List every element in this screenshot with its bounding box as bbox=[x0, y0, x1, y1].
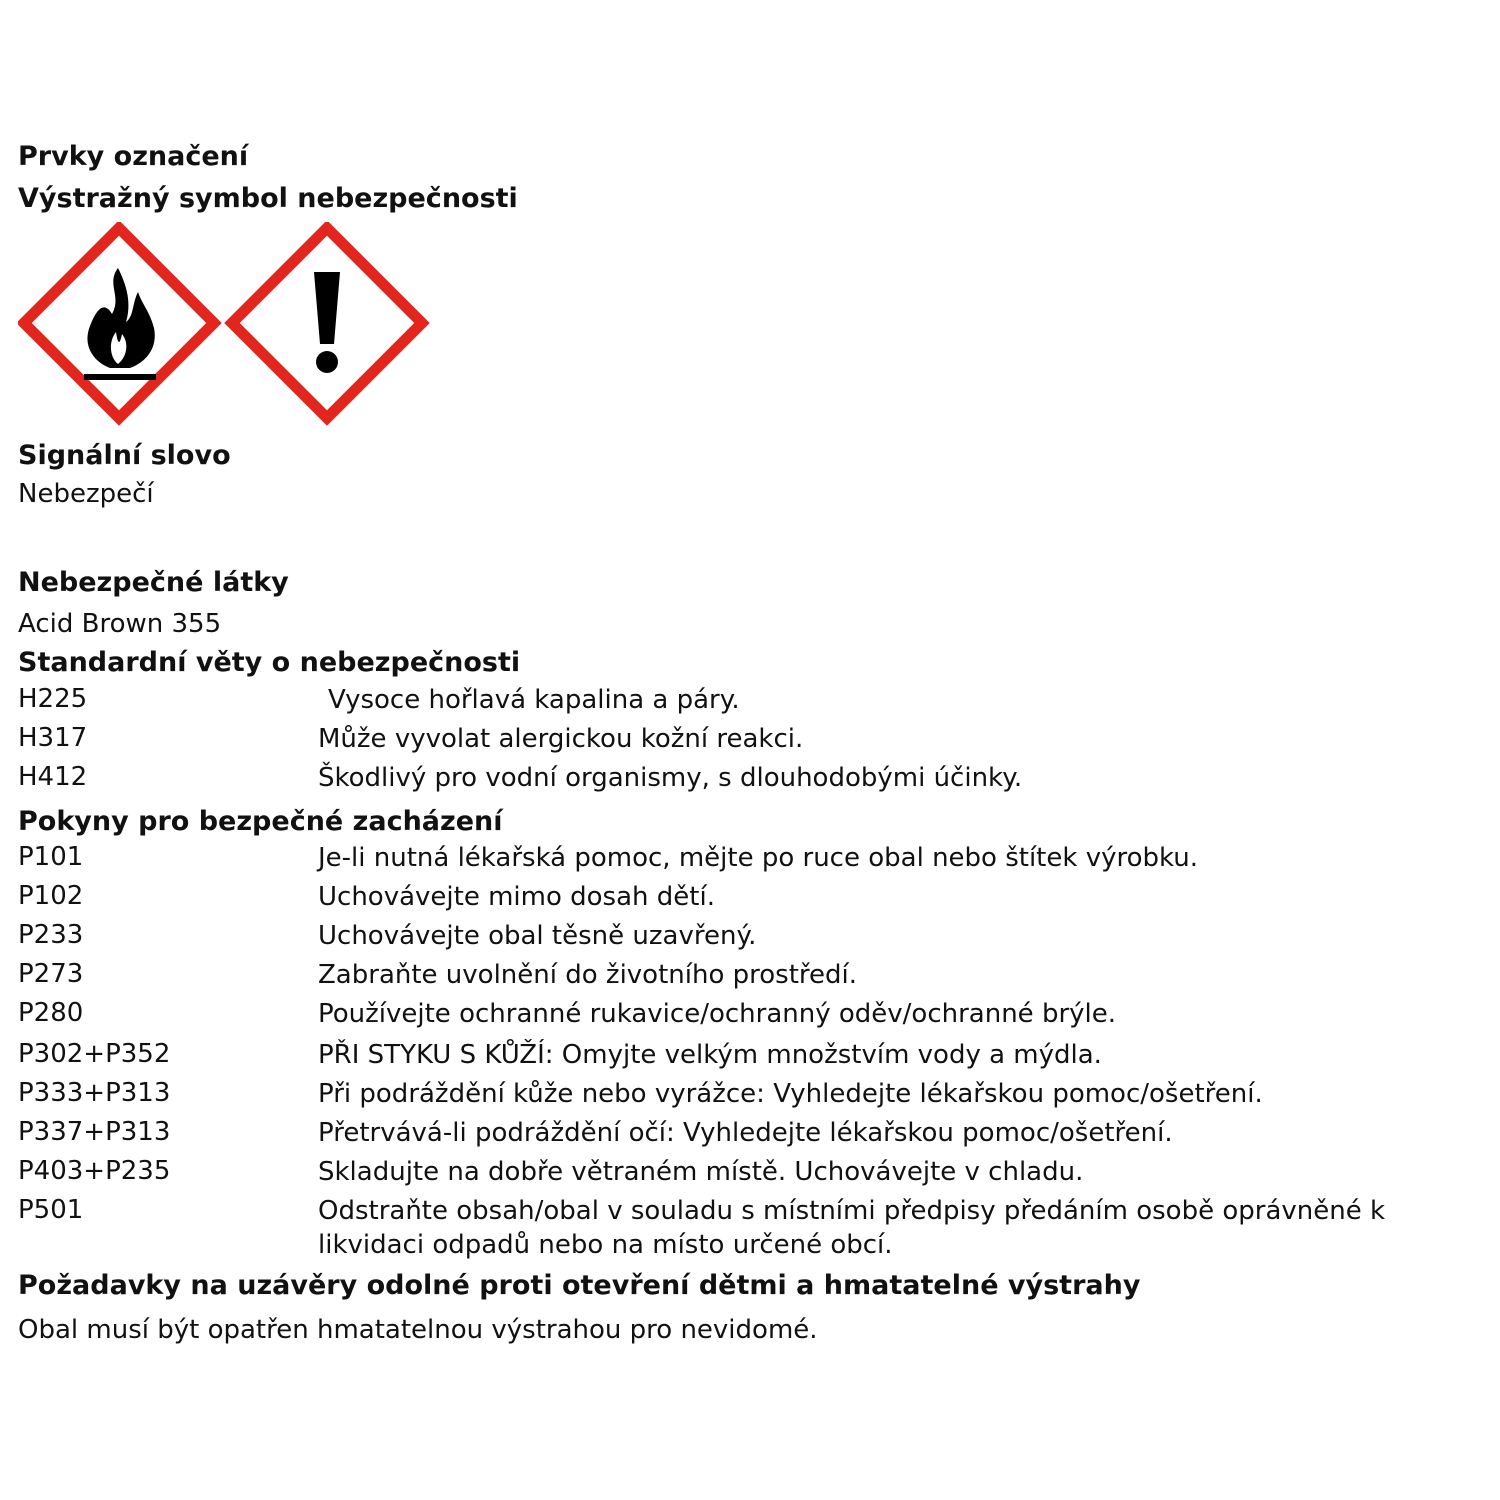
statement-code: H225 bbox=[18, 684, 88, 714]
hazardous-substances-value: Acid Brown 355 bbox=[18, 609, 222, 639]
statement-text: Uchovávejte mimo dosah dětí. bbox=[318, 882, 715, 912]
signal-word-value: Nebezpečí bbox=[18, 479, 154, 509]
statement-code: P403+P235 bbox=[18, 1156, 171, 1186]
statement-text: Odstraňte obsah/obal v souladu s místními předpisy předáním osobě oprávněné k likvidaci odpadů nebo na místo určené obcí. bbox=[318, 1196, 1386, 1260]
statement-text: Je-li nutná lékařská pomoc, mějte po ruce obal nebo štítek výrobku. bbox=[318, 843, 1199, 873]
statement-code: P302+P352 bbox=[18, 1039, 171, 1069]
statement-text: Škodlivý pro vodní organismy, s dlouhodobými účinky. bbox=[318, 763, 1023, 793]
statement-text: Přetrvává-li podráždění očí: Vyhledejte lékařskou pomoc/ošetření. bbox=[318, 1118, 1173, 1148]
statement-code: P102 bbox=[18, 881, 84, 911]
statement-text: Skladujte na dobře větraném místě. Uchovávejte v chladu. bbox=[318, 1157, 1084, 1187]
statement-text: Používejte ochranné rukavice/ochranný oděv/ochranné brýle. bbox=[318, 999, 1117, 1029]
statement-code: H317 bbox=[18, 723, 88, 753]
statement-code: P101 bbox=[18, 842, 84, 872]
pictogram-heading: Výstražný symbol nebezpečnosti bbox=[18, 183, 518, 214]
statement-code: H412 bbox=[18, 762, 88, 792]
precautionary-statements-heading: Pokyny pro bezpečné zacházení bbox=[18, 806, 503, 837]
statement-text: Při podráždění kůže nebo vyrážce: Vyhledejte lékařskou pomoc/ošetření. bbox=[318, 1079, 1263, 1109]
flame-icon bbox=[24, 228, 214, 418]
statement-code: P337+P313 bbox=[18, 1117, 171, 1147]
statement-text: PŘI STYKU S KŮŽÍ: Omyjte velkým množstvím vody a mýdla. bbox=[318, 1040, 1102, 1070]
section-title: Prvky označení bbox=[18, 141, 249, 172]
statement-code: P333+P313 bbox=[18, 1078, 171, 1108]
statement-code: P233 bbox=[18, 920, 84, 950]
statement-text: Může vyvolat alergickou kožní reakci. bbox=[318, 724, 804, 754]
statement-code: P280 bbox=[18, 998, 84, 1028]
child-resistant-value: Obal musí být opatřen hmatatelnou výstrahou pro nevidomé. bbox=[18, 1315, 818, 1345]
child-resistant-heading: Požadavky na uzávěry odolné proti otevření dětmi a hmatatelné výstrahy bbox=[18, 1270, 1141, 1301]
hazardous-substances-heading: Nebezpečné látky bbox=[18, 567, 289, 598]
exclamation-mark-icon bbox=[232, 228, 422, 418]
statement-text: Vysoce hořlavá kapalina a páry. bbox=[328, 685, 740, 715]
statement-text: Zabraňte uvolnění do životního prostředí. bbox=[318, 960, 858, 990]
signal-word-heading: Signální slovo bbox=[18, 440, 231, 471]
hazard-statements-heading: Standardní věty o nebezpečnosti bbox=[18, 647, 521, 678]
hazard-pictograms bbox=[18, 222, 438, 432]
statement-code: P501 bbox=[18, 1195, 84, 1225]
statement-code: P273 bbox=[18, 959, 84, 989]
statement-text: Uchovávejte obal těsně uzavřený. bbox=[318, 921, 757, 951]
